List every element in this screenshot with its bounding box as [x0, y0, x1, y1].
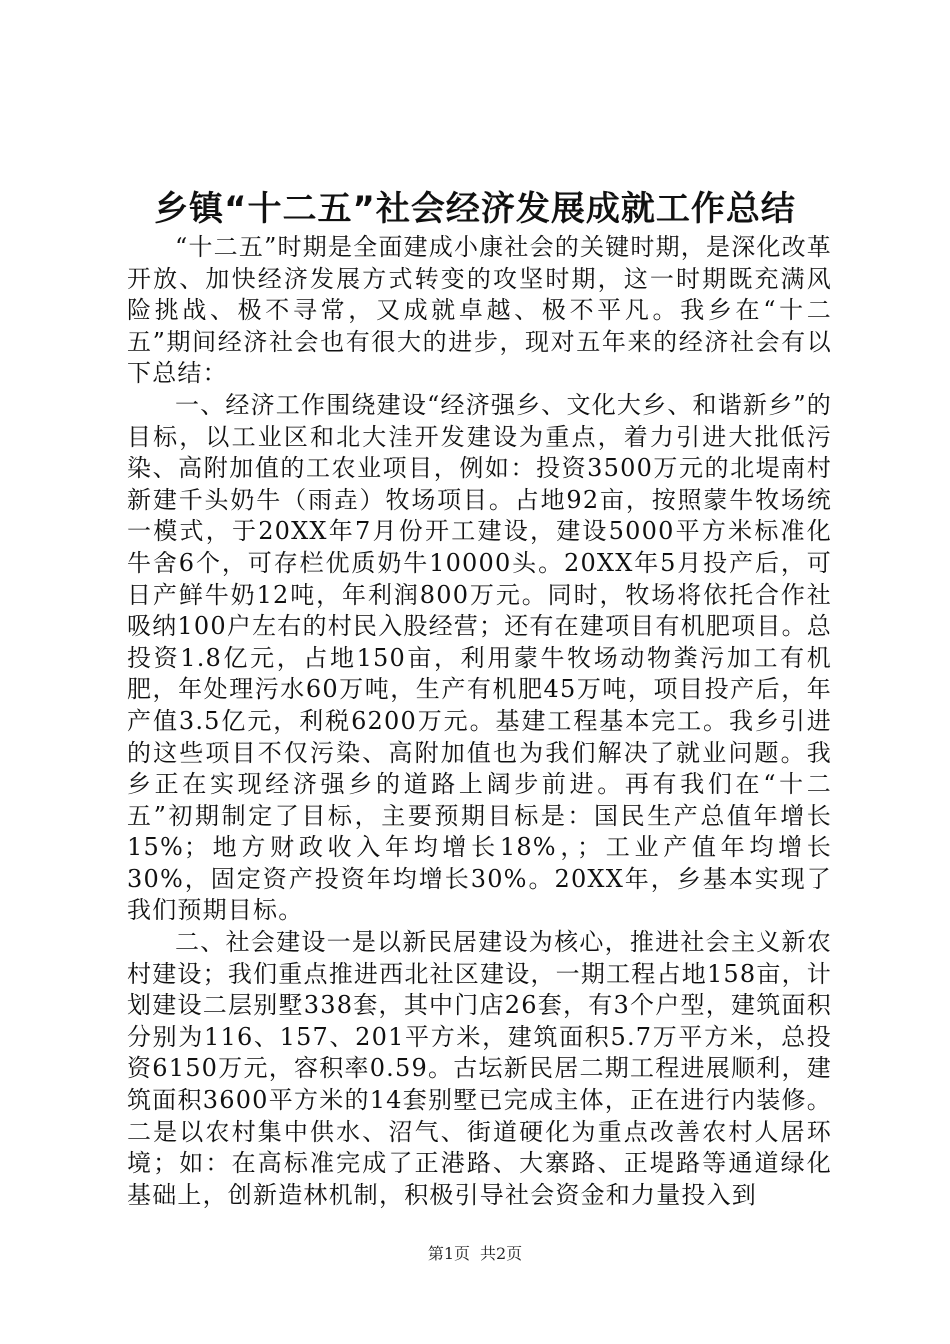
paragraph-economy: 一、经济工作围绕建设“经济强乡、文化大乡、和谐新乡”的目标，以工业区和北大洼开发建设为重点，着力引进大批低污染、高附加值的工农业项目，例如：投资3500万元的北堤南村新建千头奶牛（雨垚）牧场项目。占地92亩，按照蒙牛牧场统一模式，于20XX年7月份开工建设，建设5000平方米标准化牛舍6个，可存栏优质奶牛10000头。20XX年5月投产后，可日产鲜牛奶12吨，年利润800万元。同时，牧场将依托合作社吸纳100户左右的村民入股经营；还有在建项目有机肥项目。总投资1.8亿元，占地150亩，利用蒙牛牧场动物粪污加工有机肥，年处理污水60万吨，生产有机肥45万吨，项目投产后，年产值3.5亿元，利税6200万元。基建工程基本完工。我乡引进的这些项目不仅污染、高附加值也为我们解决了就业问题。我乡正在实现经济强乡的道路上阔步前进。再有我们在“十二五”初期制定了目标，主要预期目标是：国民生产总值年增长15%；地方财政收入年均增长18%，；工业产值年均增长30%，固定资产投资年均增长30%。20XX年，乡基本实现了我们预期目标。	[127, 390, 832, 925]
page-total: 共2页	[480, 1244, 523, 1263]
page-number: 第1页	[427, 1244, 470, 1263]
page-footer	[0, 1242, 950, 1266]
document-title: 乡镇“十二五”社会经济发展成就工作总结	[154, 189, 796, 229]
paragraph-intro: “十二五”时期是全面建成小康社会的关键时期，是深化改革开放、加快经济发展方式转变的攻坚时期，这一时期既充满风险挑战、极不寻常，又成就卓越、极不平凡。我乡在“十二五”期间经济社会也有很大的进步，现对五年来的经济社会有以下总结：	[127, 233, 832, 388]
paragraph-society: 二、社会建设一是以新民居建设为核心，推进社会主义新农村建设；我们重点推进西北社区建设，一期工程占地158亩，计划建设二层别墅338套，其中门店26套，有3个户型，建筑面积分别为116、157、201平方米，建筑面积5.7万平方米，总投资6150万元，容积率0.59。古坛新民居二期工程进展顺利，建筑面积3600平方米的14套别墅已完成主体，正在进行内装修。二是以农村集中供水、沼气、街道硬化为重点改善农村人居环境；如：在高标准完成了正港路、大寨路、正堤路等通道绿化基础上，创新造林机制，积极引导社会资金和力量投入到	[127, 928, 832, 1209]
document-body	[127, 232, 832, 1211]
